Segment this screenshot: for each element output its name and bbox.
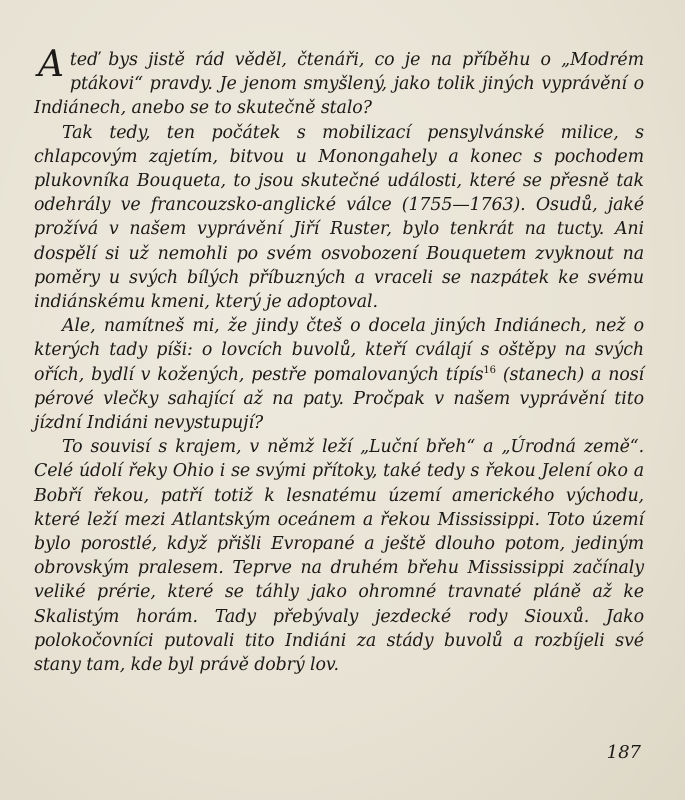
paragraph-4 [34,435,644,677]
footnote-marker: 16 [483,364,496,376]
page-number: 187 [606,742,641,763]
paragraph-2-text: Tak tedy, ten počátek s mobilizací pensylvánské milice, s chlapcovým zajetím, bitvou u Monongahely a konec s pochodem plukovníka Bouqueta, to jsou skutečné události, které se přesně tak odehrály ve francouzsko-anglické válce (1755—1763). Osudů, jaké prožívá v našem vyprávění Jiří Ruster, bylo tenkrát na tucty. Ani dospělí si už nemohli po svém osvobození Bouquetem zvyknout na poměry u svých bílých příbuzných a vraceli se nazpátek ke svému indiánskému kmeni, který je adoptoval. [34,122,644,313]
paragraph-1 [34,44,644,121]
body-text [34,44,644,677]
paragraph-3-text-before: Ale, namítneš mi, že jindy čteš o docela jiných Indiánech, než o kterých tady píši: o lovcích buvolů, kteří cválají s oštěpy na svých ořích, bydlí v kožených, pestře pomalovaných típís [34,316,644,385]
drop-cap: A [38,44,64,85]
paragraph-3 [34,314,644,435]
paragraph-3-text-after: (stanech) a nosí pérové vlečky sahající až na paty. Pročpak v našem vyprávění tito jízdní Indiáni nevystupují? [34,364,644,434]
paragraph-2 [34,121,644,315]
paragraph-4-text: To souvisí s krajem, v němž leží „Luční břeh“ a „Úrodná země“. Celé údolí řeky Ohio i se svými přítoky, také tedy s řekou Jelení oko a Bobří řekou, patří totiž k lesnatému území amerického východu, které leží mezi Atlantským oceánem a řekou Mississippi. Toto území bylo porostlé, když přišli Evropané a ještě dlouho potom, jediným obrovským pralesem. Teprve na druhém břehu Mississippi začínaly veliké prérie, které se táhly jako ohromné travnaté pláně až ke Skalistým horám. Tady přebývaly jezdecké rody Siouxů. Jako polokočovníci putovali tito Indiáni za stády buvolů a rozbíjeli své stany tam, kde byl právě dobrý lov. [34,437,644,676]
paragraph-1-text: teď bys jistě rád věděl, čtenáři, co je na příběhu o „Modrém ptákovi“ pravdy. Je jenom smyšlený, jako tolik jiných vyprávění o Indiánech, anebo se to skutečně stalo? [34,50,644,119]
